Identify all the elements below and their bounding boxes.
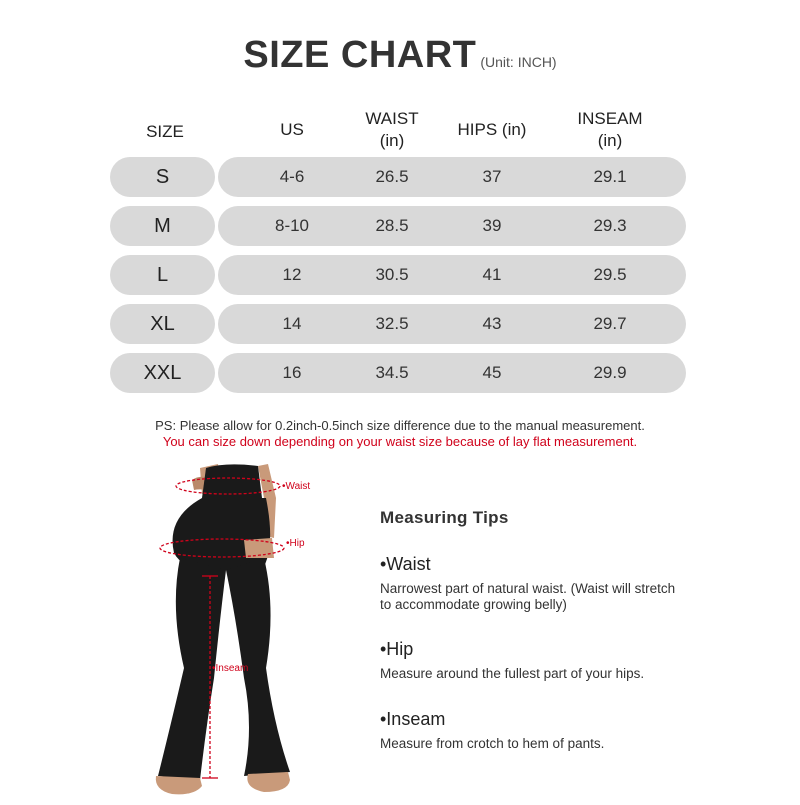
size-cell: S bbox=[110, 157, 215, 197]
table-row bbox=[110, 157, 686, 197]
waist-cell: 28.5 bbox=[375, 216, 409, 235]
inseam-cell: 29.9 bbox=[593, 363, 627, 382]
hips-cell: 45 bbox=[482, 363, 502, 382]
page-title: SIZE CHART bbox=[243, 34, 477, 76]
waist-cell: 34.5 bbox=[375, 363, 409, 382]
inseam-cell: 29.7 bbox=[593, 314, 627, 333]
hips-cell: 37 bbox=[482, 167, 502, 186]
size-down-note: You can size down depending on your waist size because of lay flat measurement. bbox=[162, 434, 638, 449]
unit-label: (Unit: INCH) bbox=[480, 54, 557, 70]
measuring-tips bbox=[380, 508, 780, 751]
tip-waist bbox=[380, 554, 780, 613]
header-us: US bbox=[280, 120, 304, 139]
tip-waist-heading: •Waist bbox=[380, 554, 431, 574]
us-cell: 8-10 bbox=[274, 216, 310, 235]
us-cell: 12 bbox=[282, 265, 302, 284]
us-cell: 16 bbox=[282, 363, 302, 382]
tip-hip-heading: •Hip bbox=[380, 639, 414, 659]
header-waist-line2: (in) bbox=[379, 131, 405, 150]
tip-inseam-text: Measure from crotch to hem of pants. bbox=[380, 736, 605, 751]
size-cell: XXL bbox=[110, 353, 215, 393]
header-hips: HIPS (in) bbox=[457, 120, 527, 139]
model-figure bbox=[140, 458, 340, 800]
header-size: SIZE bbox=[146, 122, 184, 141]
us-cell: 4-6 bbox=[279, 167, 305, 186]
header-inseam-line1: INSEAM bbox=[577, 109, 643, 128]
inseam-cell: 29.1 bbox=[593, 167, 627, 186]
title-block bbox=[0, 34, 800, 77]
model-illustration bbox=[140, 458, 340, 800]
tip-inseam-heading: •Inseam bbox=[380, 709, 446, 729]
inseam-cell: 29.3 bbox=[593, 216, 627, 235]
table-row bbox=[110, 304, 686, 344]
size-cell: XL bbox=[110, 304, 215, 344]
waist-cell: 30.5 bbox=[375, 265, 409, 284]
header-waist-line1: WAIST bbox=[365, 109, 419, 128]
tips-title: Measuring Tips bbox=[380, 508, 509, 527]
tip-hip bbox=[380, 639, 780, 682]
header-waist bbox=[342, 108, 442, 152]
size-cell: M bbox=[110, 206, 215, 246]
tip-waist-text: Narrowest part of natural waist. (Waist will stretch to accommodate growing belly) bbox=[380, 581, 676, 612]
hips-cell: 39 bbox=[482, 216, 502, 235]
inseam-cell: 29.5 bbox=[593, 265, 627, 284]
waist-cell: 32.5 bbox=[375, 314, 409, 333]
tip-inseam bbox=[380, 709, 780, 752]
inseam-marker-label: •Inseam bbox=[212, 663, 249, 674]
table-row bbox=[110, 255, 686, 295]
hip-marker-label: •Hip bbox=[286, 538, 305, 549]
ps-note: PS: Please allow for 0.2inch-0.5inch size difference due to the manual measurement. bbox=[155, 418, 645, 433]
size-cell: L bbox=[110, 255, 215, 295]
us-cell: 14 bbox=[282, 314, 302, 333]
hips-cell: 41 bbox=[482, 265, 502, 284]
header-inseam bbox=[560, 108, 660, 152]
waist-cell: 26.5 bbox=[375, 167, 409, 186]
table-row bbox=[110, 206, 686, 246]
header-inseam-line2: (in) bbox=[597, 131, 623, 150]
table-row bbox=[110, 353, 686, 393]
hips-cell: 43 bbox=[482, 314, 502, 333]
waist-marker-label: •Waist bbox=[282, 481, 311, 492]
tip-hip-text: Measure around the fullest part of your hips. bbox=[380, 666, 645, 681]
